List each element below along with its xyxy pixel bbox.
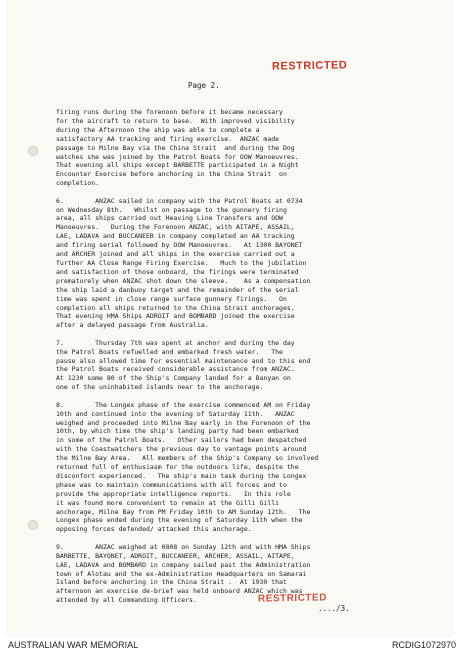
text-line: the Patrol Boats received considerable assistance from ANZAC. xyxy=(56,365,295,374)
text-line: Island before anchoring in the China Strait . At 1930 that xyxy=(56,578,287,587)
paragraph xyxy=(56,339,428,392)
text-line: 6. ANZAC sailed in company with the Patrol Boats at 0734 xyxy=(56,196,303,205)
text-line: area, all ships carried out Heaving Line Transfers and OOW xyxy=(56,214,283,223)
text-line: 7. Thursday 7th was spent at anchor and during the day xyxy=(56,338,295,347)
page-number: Page 2. xyxy=(188,81,220,90)
footer-record-id: RCDIG1072970 xyxy=(391,640,456,650)
text-line: 8. The Longex phase of the exercise commenced AM on Friday xyxy=(56,400,311,409)
text-line: prematurely when ANZAC shot down the sleeve. As a compensation xyxy=(56,276,311,285)
text-line: LAE, LADAVA and BUCCANEER in company completed an AA tracking xyxy=(56,232,295,241)
text-line: afternoon an exercise de-brief was held onboard ANZAC which was xyxy=(56,587,303,596)
text-line: completion all ships returned to the China Strait anchorages. xyxy=(56,303,295,312)
text-line: Manoeuvres. During the Forenoon ANZAC, with AITAPE, ASSAIL, xyxy=(56,223,295,232)
text-line: during the Afternoon the ship was able to complete a xyxy=(56,125,260,134)
restricted-stamp-top: RESTRICTED xyxy=(271,59,348,73)
paragraph xyxy=(56,108,428,188)
text-line: phase was to maintain communications with all forces and to xyxy=(56,480,287,489)
text-line: opposing forces defended/ attacked this anchorage. xyxy=(56,525,252,534)
text-line: the Patrol Boats refuelled and embarked fresh water. The xyxy=(56,347,283,356)
text-line: BARBETTE, BAYONET, ADROIT, BUCCANEER, ARCHER, ASSAIL, AITAPE, xyxy=(56,551,295,560)
text-line: provide the appropriate intelligence reports. In this role xyxy=(56,489,291,498)
text-line: the Milne Bay Area. All members of the Ship's Company so involved xyxy=(56,454,319,463)
text-line: one of the uninhabited islands near to the anchorage. xyxy=(56,383,264,392)
restricted-stamp-bottom: RESTRICTED xyxy=(257,592,327,605)
text-line: completion. xyxy=(56,179,100,188)
text-line: satisfactory AA tracking and firing exercise. ANZAC made xyxy=(56,134,280,143)
page-continuation: ..../3. xyxy=(318,604,350,613)
text-line: weighed and proceeded into Milne Bay early in the Forenoon of the xyxy=(56,418,311,427)
text-line: the ship laid a danbuoy target and the remainder of the serial xyxy=(56,285,299,294)
text-line: passage to Milne Bay via the China Strait and during the Dog xyxy=(56,143,295,152)
text-line: anchorage, Milne Bay from PM Friday 10th to AM Sunday 12th. The xyxy=(56,507,311,516)
footer-archive-name: AUSTRALIAN WAR MEMORIAL xyxy=(8,640,139,650)
text-line: time was spent in close range surface gunnery firings. On xyxy=(56,294,287,303)
text-line: That evening all ships except BARBETTE participated in a Night xyxy=(56,161,299,170)
text-line: and firing serial followed by OOW Manoeuvres. At 1300 BAYONET xyxy=(56,241,303,250)
text-line: Encounter Exercise before anchoring in the China Strait on xyxy=(56,170,287,179)
text-line: it was found more convenient to remain at the Gilli Gilli xyxy=(56,498,280,507)
text-line: town of Alotau and the ex-Administration Headquarters on Samarai xyxy=(56,569,307,578)
text-line: 10th and continued into the evening of Saturday 11th. ANZAC xyxy=(56,409,295,418)
text-line: disconfort experienced. The ship's main task during the Longex xyxy=(56,471,307,480)
paragraph xyxy=(56,543,428,605)
archive-footer xyxy=(0,639,464,653)
document-body xyxy=(56,108,428,614)
text-line: 10th, by which time the ship's landing party had been embarked xyxy=(56,427,299,436)
punch-hole xyxy=(28,520,38,530)
text-line: and satisfaction of those onboard, the firings were terminated xyxy=(56,267,299,276)
text-line: in some of the Patrol Boats. Other sailors had been despatched xyxy=(56,436,307,445)
text-line: pause also allowed time for essential maintenance and to this end xyxy=(56,356,311,365)
text-line: with the Coastwatchers the previous day to vantage points around xyxy=(56,445,307,454)
text-line: for the aircraft to return to base. With improved visibility xyxy=(56,116,295,125)
paragraph xyxy=(56,197,428,331)
paragraph xyxy=(56,401,428,535)
text-line: Longex phase ended during the evening of Saturday 11th when the xyxy=(56,516,303,525)
text-line: LAE, LADAVA and BOMBARD in company sailed past the Administration xyxy=(56,560,311,569)
text-line: At 1230 some 80 of the Ship's Company landed for a Banyan on xyxy=(56,374,291,383)
text-line: firing runs during the forenoon before it became necessary xyxy=(56,108,283,116)
text-line: further AA Close Range Firing Exercise. Much to the jubilation xyxy=(56,259,307,267)
text-line: watches she was joined by the Patrol Boats for OOW Manoeuvres. xyxy=(56,152,299,161)
text-line: That evening HMA Ships ADROIT and BOMBARD joined the exercise xyxy=(56,312,295,321)
punch-hole xyxy=(28,146,38,156)
text-line: 9. ANZAC weighed at 0808 on Sunday 12th and with HMA Ships xyxy=(56,542,311,551)
text-line: after a delayed passage from Australia. xyxy=(56,321,209,330)
text-line: attended by all Commanding Officers. xyxy=(56,596,197,605)
text-line: returned full of enthusiasm for the outdoors life, despite the xyxy=(56,463,299,472)
text-line: and ARCHER joined and all ships in the exercise carried out a xyxy=(56,250,295,259)
text-line: on Wednesday 8th. Whilst on passage to the gunnery firing xyxy=(56,205,287,214)
